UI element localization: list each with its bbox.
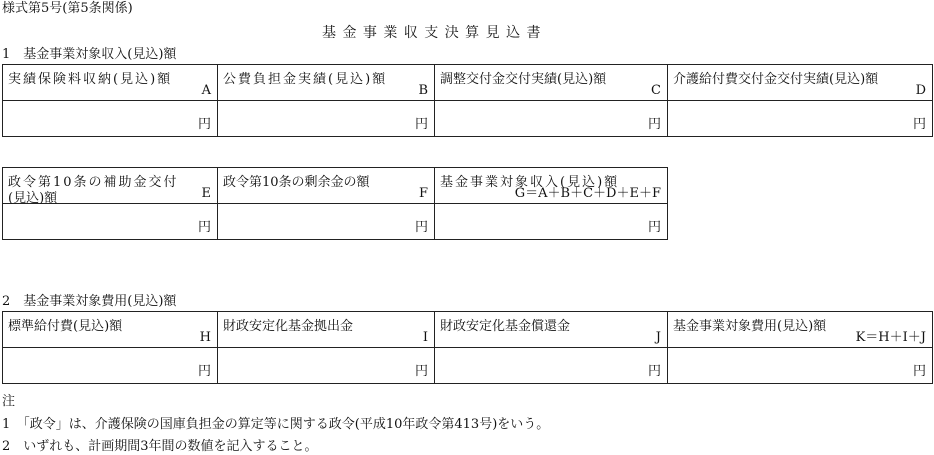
cell-d-value[interactable] bbox=[668, 101, 933, 137]
unit-label: 円 bbox=[912, 364, 926, 379]
unit-label: 円 bbox=[414, 220, 428, 235]
cell-b-header bbox=[218, 65, 435, 101]
cell-g-value[interactable] bbox=[435, 204, 668, 240]
cell-e-label2: (見込)額 bbox=[8, 191, 58, 206]
cell-b-label: 公費負担金実績(見込)額 bbox=[223, 72, 388, 87]
cell-h-value[interactable] bbox=[3, 348, 218, 384]
cell-a-value[interactable] bbox=[3, 101, 218, 137]
unit-label: 円 bbox=[414, 364, 428, 379]
notes-heading: 注 bbox=[2, 394, 16, 409]
income-table-row1 bbox=[2, 64, 933, 137]
unit-label: 円 bbox=[647, 117, 661, 132]
cell-d-header bbox=[668, 65, 933, 101]
cell-a-letter: A bbox=[201, 83, 211, 98]
cell-k-header bbox=[668, 312, 933, 348]
cell-c-letter: C bbox=[651, 83, 661, 98]
cell-g-letter: G＝A＋B＋C＋D＋E＋F bbox=[514, 186, 661, 201]
page-title: 基 金 事 業 収 支 決 算 見 込 書 bbox=[322, 25, 542, 41]
income-table-row2 bbox=[2, 167, 668, 240]
cell-h-header bbox=[3, 312, 218, 348]
cell-a-header bbox=[3, 65, 218, 101]
cell-f-header bbox=[218, 168, 435, 204]
unit-label: 円 bbox=[197, 117, 211, 132]
cell-f-value[interactable] bbox=[218, 204, 435, 240]
form-number: 様式第5号(第5条関係) bbox=[2, 1, 133, 16]
section1-heading: 1 基金事業対象収入(見込)額 bbox=[2, 47, 177, 62]
cell-e-value[interactable] bbox=[3, 204, 218, 240]
cell-e-header bbox=[3, 168, 218, 204]
unit-label: 円 bbox=[647, 220, 661, 235]
cell-i-value[interactable] bbox=[218, 348, 435, 384]
cell-c-header bbox=[435, 65, 668, 101]
cell-g-label: 基金事業対象収入(見込)額 bbox=[440, 175, 620, 190]
cell-j-header bbox=[435, 312, 668, 348]
unit-label: 円 bbox=[414, 117, 428, 132]
note-item-1: 1 「政令」は、介護保険の国庫負担金の算定等に関する政令(平成10年政令第413号)をいう。 bbox=[2, 417, 550, 432]
cell-a-label: 実績保険料収納(見込)額 bbox=[8, 72, 173, 87]
cell-c-value[interactable] bbox=[435, 101, 668, 137]
cell-j-label: 財政安定化基金償還金 bbox=[440, 319, 571, 334]
cell-i-label: 財政安定化基金拠出金 bbox=[223, 319, 354, 334]
cell-g-header bbox=[435, 168, 668, 204]
cell-f-letter: F bbox=[418, 186, 428, 201]
cell-h-label: 標準給付費(見込)額 bbox=[8, 319, 123, 334]
cell-k-letter: K＝H＋I＋J bbox=[855, 330, 926, 345]
cell-e-letter: E bbox=[201, 186, 211, 201]
cell-j-value[interactable] bbox=[435, 348, 668, 384]
cell-b-value[interactable] bbox=[218, 101, 435, 137]
cell-f-label: 政令第10条の剰余金の額 bbox=[223, 175, 370, 190]
cell-j-letter: J bbox=[655, 330, 661, 345]
cell-d-label: 介護給付費交付金交付実績(見込)額 bbox=[673, 72, 879, 87]
cell-i-letter: I bbox=[422, 330, 428, 345]
unit-label: 円 bbox=[647, 364, 661, 379]
cell-h-letter: H bbox=[199, 330, 211, 345]
cell-k-label: 基金事業対象費用(見込)額 bbox=[673, 319, 827, 334]
unit-label: 円 bbox=[197, 364, 211, 379]
cell-k-value[interactable] bbox=[668, 348, 933, 384]
section2-heading: 2 基金事業対象費用(見込)額 bbox=[2, 294, 177, 309]
expense-table bbox=[2, 311, 933, 384]
unit-label: 円 bbox=[912, 117, 926, 132]
cell-e-label: 政令第10条の補助金交付 bbox=[8, 175, 179, 190]
cell-i-header bbox=[218, 312, 435, 348]
cell-b-letter: B bbox=[418, 83, 428, 98]
unit-label: 円 bbox=[197, 220, 211, 235]
cell-d-letter: D bbox=[915, 83, 926, 98]
note-item-2: 2 いずれも、計画期間3年間の数値を記入すること。 bbox=[2, 439, 318, 454]
cell-c-label: 調整交付金交付実績(見込)額 bbox=[440, 72, 607, 87]
